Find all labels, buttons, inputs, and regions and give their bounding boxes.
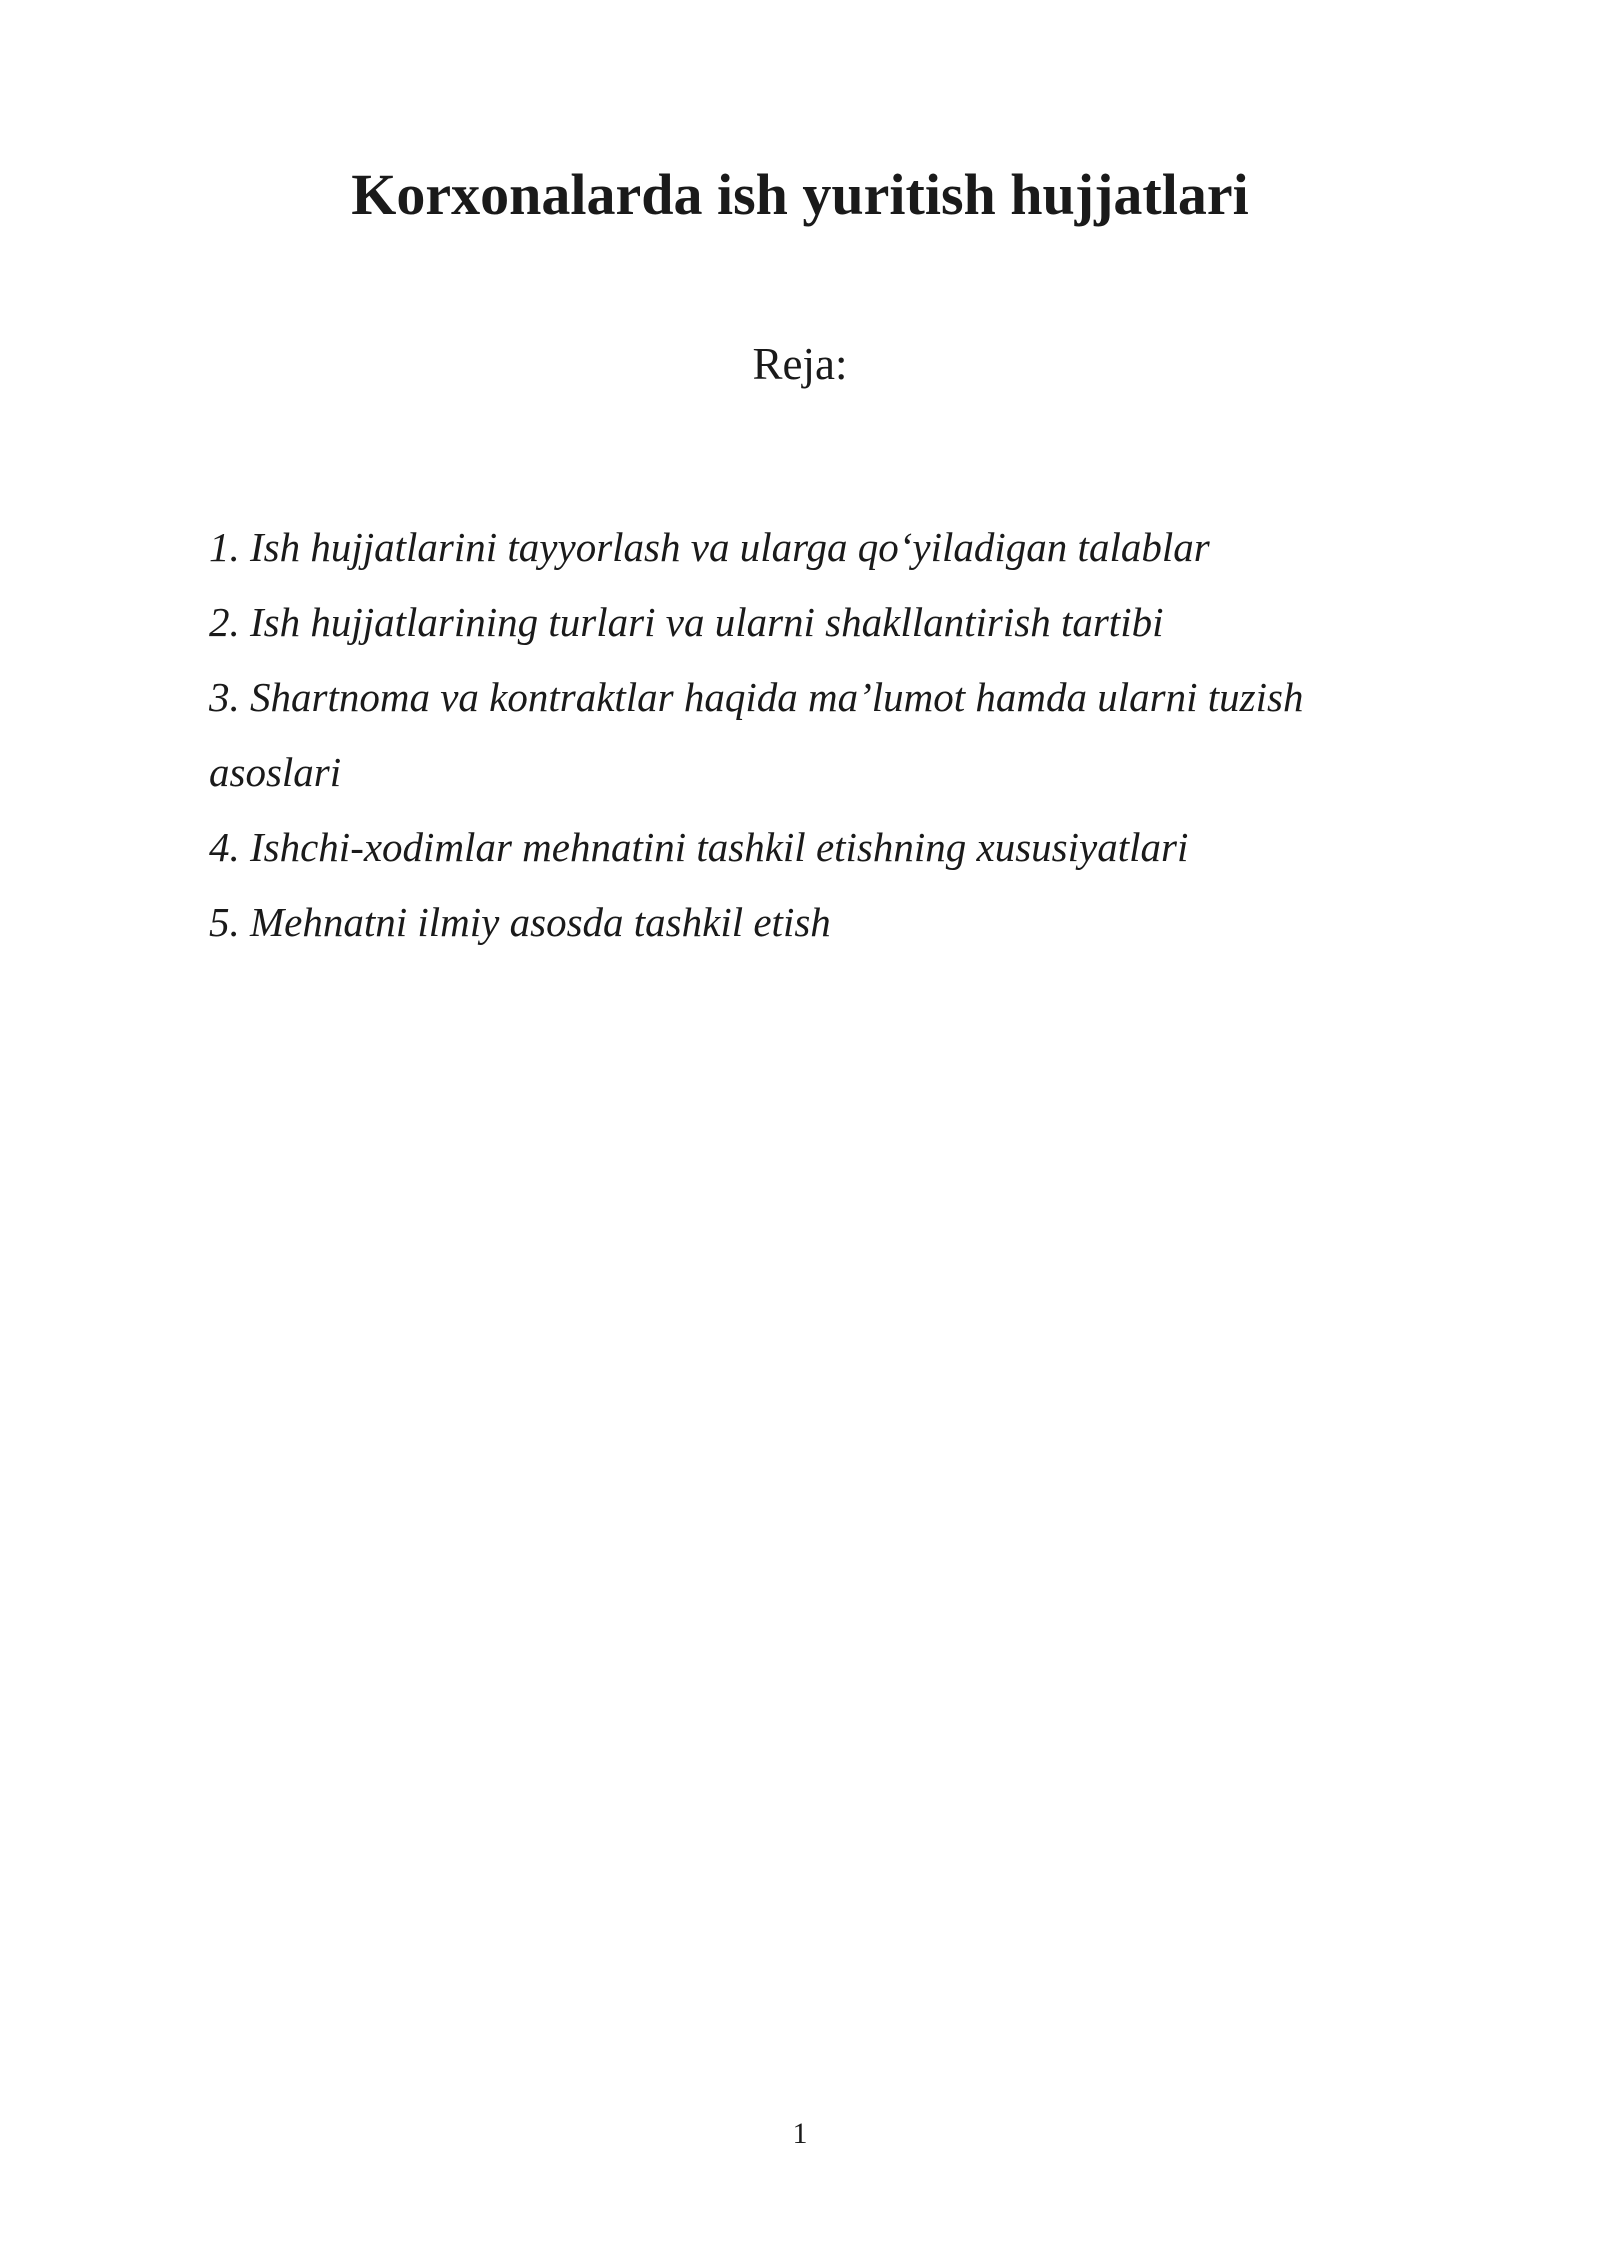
plan-item: 4. Ishchi-xodimlar mehnatini tashkil etishning xususiyatlari bbox=[209, 824, 1189, 870]
plan-item: 5. Mehnatni ilmiy asosda tashkil etish bbox=[209, 899, 831, 945]
plan-item: 1. Ish hujjatlarini tayyorlash va ularga qo‘yiladigan talablar bbox=[209, 524, 1210, 570]
page-number: 1 bbox=[792, 2117, 808, 2150]
plan-item: 3. Shartnoma va kontraktlar haqida ma’lumot hamda ularni tuzish asoslari bbox=[209, 674, 1304, 795]
plan-heading: Reja: bbox=[752, 339, 848, 389]
plan-item: 2. Ish hujjatlarining turlari va ularni shakllantirish tartibi bbox=[209, 599, 1164, 645]
document-title: Korxonalarda ish yuritish hujjatlari bbox=[351, 162, 1249, 227]
plan-list bbox=[209, 510, 1389, 960]
